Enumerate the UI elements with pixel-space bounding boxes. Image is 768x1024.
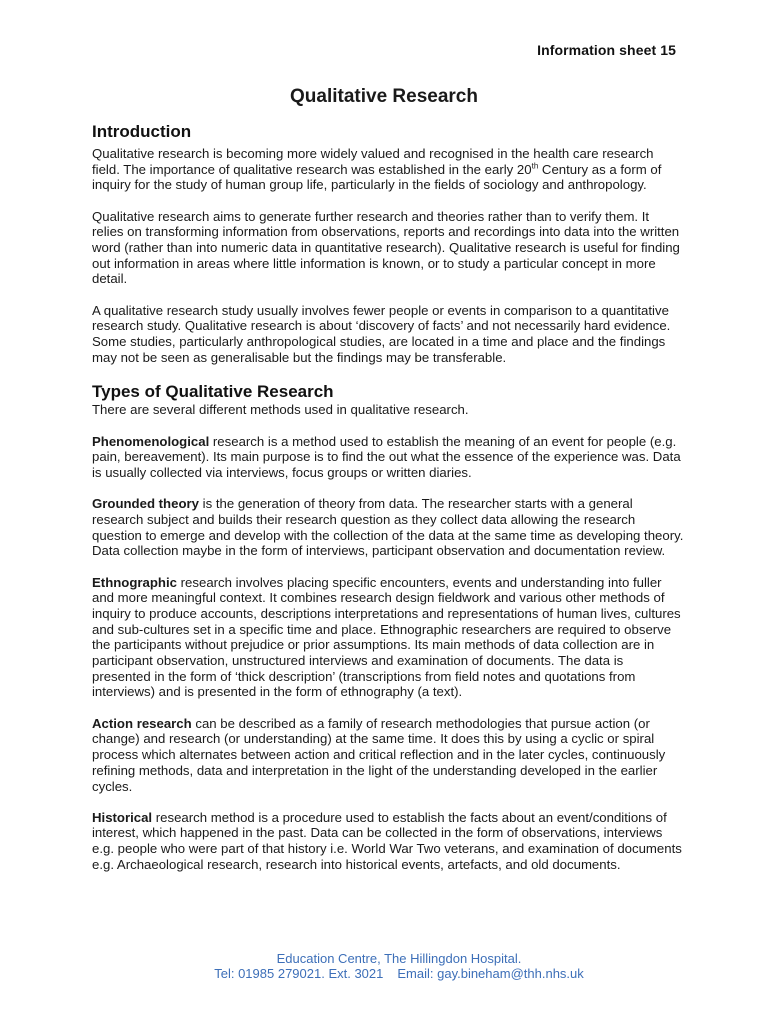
document-body	[92, 121, 684, 873]
page-footer	[0, 951, 768, 981]
ordinal-suffix: th	[531, 161, 539, 171]
historical-text: research method is a procedure used to establish the facts about an event/conditions of interest, which happened in the past. Data can be collected in the form of observations, interviews e.g. people who were part of that history i.e. World War Two veterans, and examination of documents e.g. Archaeological research, research into historical events, artefacts, and old documents.	[92, 809, 682, 872]
action-research-term: Action research	[92, 715, 192, 731]
page-title: Qualitative Research	[290, 86, 478, 107]
footer-email[interactable]: Email: gay.bineham@thh.nhs.uk	[397, 966, 584, 981]
grounded-theory-paragraph	[92, 496, 684, 559]
intro-paragraph-1	[92, 146, 684, 193]
intro-p1-text: Qualitative research is becoming more widely valued and recognised in the health care research field. The importance of qualitative research was established in the early 20	[92, 146, 654, 177]
grounded-theory-term: Grounded theory	[92, 496, 199, 512]
footer-contact	[30, 966, 768, 981]
ethnographic-paragraph	[92, 575, 684, 701]
intro-paragraph-3: A qualitative research study usually involves fewer people or events in comparison to a quantitative research study. Qualitative research is about ‘discovery of facts’ and not necessarily hard evidence. Some studies, particularly anthropological studies, are located in a time and place and the findings may not be seen as generalisable but the findings may be transferable.	[92, 302, 671, 365]
footer-telephone: Tel: 01985 279021. Ext. 3021	[214, 966, 384, 981]
footer-address: Education Centre, The Hillingdon Hospital.	[276, 951, 522, 966]
action-research-text: can be described as a family of research methodologies that pursue action (or change) and research (or understanding) at the same time. It does this by using a cyclic or spiral process which alternates between action and critical reflection and in the later cycles, continuously refining methods, data and interpretation in the light of the understanding developed in the earlier cycles.	[92, 715, 666, 794]
introduction-heading: Introduction	[92, 122, 192, 141]
phenomenological-text: research is a method used to establish the meaning of an event for people (e.g. pain, bereavement). Its main purpose is to find the out what the essence of the experience was. Data is usually collected via interviews, focus groups or written diaries.	[92, 433, 681, 481]
phenomenological-term: Phenomenological	[92, 433, 210, 449]
intro-p1-text-cont: Century as a form of inquiry for the study of human group life, particularly in the fields of sociology and anthropology.	[92, 161, 662, 193]
sheet-label: Information sheet 15	[537, 42, 676, 58]
grounded-theory-text: is the generation of theory from data. The researcher starts with a general research subject and builds their research question as they collect data allowing the research question to emerge and develop with the collection of the data at the same time as developing theory. Data collection maybe in the form of interviews, participant observation and documentation review.	[92, 496, 684, 559]
historical-term: Historical	[92, 809, 153, 825]
phenomenological-paragraph	[92, 434, 684, 481]
action-research-paragraph	[92, 716, 684, 795]
historical-paragraph	[92, 810, 684, 873]
types-intro: There are several different methods used in qualitative research.	[92, 402, 469, 418]
ethnographic-term: Ethnographic	[92, 574, 177, 590]
types-heading: Types of Qualitative Research	[92, 382, 334, 402]
ethnographic-text: research involves placing specific encounters, events and understanding into fuller and more meaningful context. It combines research design fieldwork and various other methods of inquiry to produce accounts, descriptions interpretations and representations of human lives, cultures and sub-cultures set in a specific time and place. Ethnographic researchers are required to observe the participants without prejudice or prior assumptions. Its main methods of data collection are in participant observation, unstructured interviews and examination of documents. The data is presented in the form of ‘thick description’ (transcriptions from field notes and quotations from interviews) and is presented in the form of ethnography (a text).	[92, 574, 681, 700]
intro-paragraph-2: Qualitative research aims to generate further research and theories rather than to verify them. It relies on transforming information from observations, reports and recordings into data into the written word (rather than into numeric data in quantitative research). Qualitative research is useful for finding out information in areas where little information is known, or to study a particular concept in more detail.	[92, 208, 680, 287]
